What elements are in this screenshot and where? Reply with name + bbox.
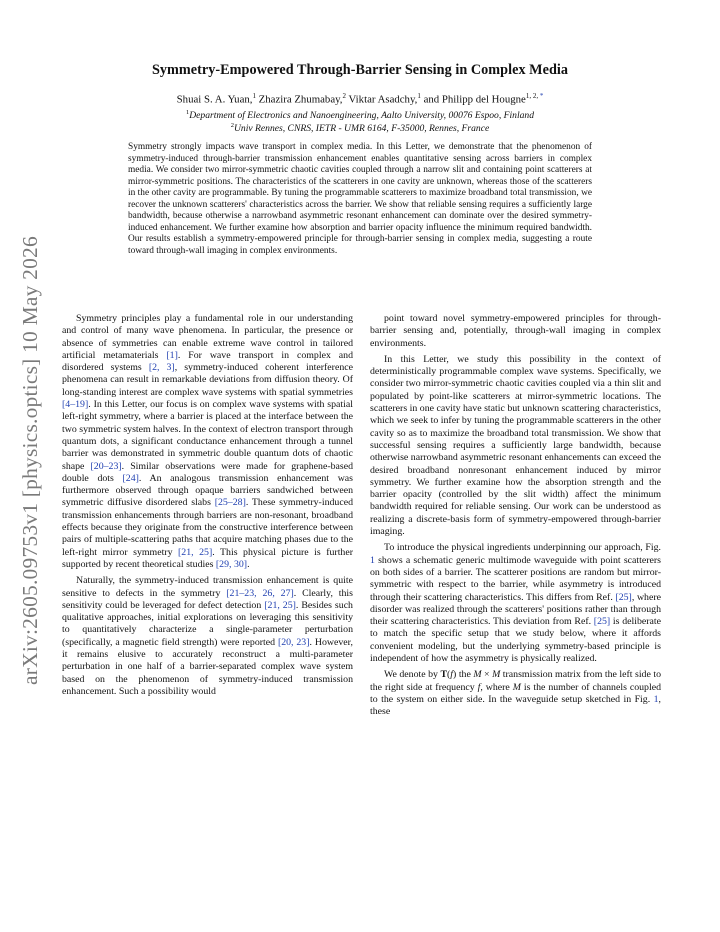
body-paragraph — [370, 354, 661, 538]
affiliation-text: Univ Rennes, CNRS, IETR - UMR 6164, F-35000, Rennes, France — [234, 123, 490, 135]
affiliation-text: Department of Electronics and Nanoengineering, Aalto University, 00076 Espoo, Finland — [189, 110, 535, 122]
body-text: × — [481, 669, 493, 681]
body-text: f — [450, 669, 454, 681]
body-text: , where disorder was realized through the scatterers' positions rather than through their scattering characteristics. This deviation from Ref. — [370, 591, 661, 628]
body-text: . Besides such qualitative approaches, initial explorations on leveraging this sensitivity to quantitatively characterize a single-parameter perturbation (specifically, a magnetic field strength) were reported — [62, 599, 353, 648]
author-affiliation-mark: 1, 2, * — [525, 92, 544, 100]
author-affiliation-mark: 2 — [342, 92, 347, 100]
body-text: . Similar observations were made for graphene-based double dots — [62, 460, 354, 484]
body-text: , where — [480, 681, 513, 693]
body-text: To introduce the physical ingredients underpinning our approach, Fig. — [384, 542, 661, 554]
citation-link[interactable]: [20, 23] — [277, 636, 310, 648]
citation-link[interactable]: 1 — [370, 554, 375, 566]
affiliation-2 — [60, 122, 660, 134]
affiliation-1 — [60, 109, 660, 121]
body-text: M — [492, 669, 501, 681]
body-text: . In this Letter, our focus is on complex wave systems with spatial left-right symmetry, where a barrier is placed at the interface between the two symmetric system halves. In the context of electron transport through quantum dots, a significant conductance enhancement through a tunnel barrier was demonstrated in symmetric double quantum dots of chaotic shape — [62, 399, 353, 472]
corresponding-author-link[interactable]: * — [539, 92, 544, 100]
body-text: We denote by — [384, 669, 441, 681]
body-text: shows a schematic generic multimode waveguide with point scatterers on both sides of a barrier. The scatterer positions are random but mirror-symmetric with respect to the barrier, while asymmetry is introduced through their scattering characteristics. This differs from Ref. — [370, 554, 661, 603]
citation-link[interactable]: [25] — [615, 591, 632, 603]
author-affiliation-mark: 1 — [252, 92, 256, 100]
body-text: . Clearly, this sensitivity could be leveraged for defect detection — [62, 587, 354, 611]
body-text: ( — [447, 669, 451, 681]
citation-link[interactable]: [25] — [593, 616, 611, 628]
body-text: M — [512, 681, 521, 693]
citation-link[interactable]: 1 — [653, 693, 659, 705]
body-text: transmission matrix from the left side to the right side at frequency — [370, 669, 661, 693]
right-column — [370, 313, 661, 719]
body-text: , symmetry-induced coherent interference phenomena can result in remarkable deviations from diffusion theory. Of long-standing interest are complex wave systems with spatial symmetries — [62, 362, 353, 398]
body-text: ) the — [453, 669, 474, 681]
body-text: T — [440, 669, 448, 681]
body-text: . — [247, 558, 250, 570]
author-name: Shuai S. A. Yuan, — [176, 93, 253, 106]
affiliation-mark: 1 — [185, 109, 190, 116]
body-text: is the number of channels coupled to the system on either side. In the waveguide setup sketched in Fig. — [370, 681, 661, 705]
author-name: Viktar Asadchy, — [348, 93, 418, 106]
body-text: . However, it remains elusive to accurately reconstruct a multi-parameter perturbation in one half of a barrier-separated complex wave system based on the phenomenon of symmetry-induced transmission enhancement. Such a possibility would — [62, 636, 353, 697]
citation-link[interactable]: [24] — [122, 472, 139, 484]
body-paragraph — [62, 313, 353, 571]
body-text: . For wave transport in complex and disordered systems — [62, 349, 353, 374]
citation-link[interactable]: [2, 3] — [148, 362, 175, 374]
body-text: . These symmetry-induced transmission enhancements through barriers are non-resonant, broadband effects because they originate from the constructive interference between pairs of multiple-scattering paths that acquire matching phases due to the left-right mirror symmetry — [62, 497, 353, 558]
author-name: and Philipp del Hougne — [423, 93, 526, 106]
citation-link[interactable]: [21, 25] — [178, 546, 213, 558]
citation-link[interactable]: [29, 30] — [215, 558, 248, 570]
arxiv-identifier — [8, 180, 52, 740]
paper-title: Symmetry-Empowered Through-Barrier Sensing in Complex Media — [151, 62, 569, 78]
author-list — [60, 92, 660, 106]
body-text: f — [477, 681, 481, 693]
body-text: , these — [370, 693, 661, 718]
body-text: point toward novel symmetry-empowered principles for through-barrier sensing and, potentially, through-wall imaging in complex environments. — [370, 313, 661, 349]
body-paragraph — [370, 669, 661, 718]
body-text: M — [473, 669, 482, 681]
citation-link[interactable]: [21, 25] — [264, 599, 296, 611]
body-text: . This physical picture is further supported by recent theoretical studies — [62, 546, 354, 570]
body-paragraph — [370, 313, 661, 350]
author-affiliation-mark: 1 — [417, 92, 421, 100]
abstract: Symmetry strongly impacts wave transport in complex media. In this Letter, we demonstrate that the phenomenon of symmetry-induced through-barrier transmission enhancement enables quantitative sensing across barriers in complex media. We consider two mirror-symmetric chaotic cavities coupled through a narrow slit and containing point scatterers at mirror-symmetric positions. The characteristics of the scatterers in one cavity are unknown, whereas those of the scatterers in the other cavity are programmable. By tuning the programmable scatterers to maximize broadband total transmission, we recover the unknown scatterers' characteristics across the barrier. We show that reliable sensing requires a sufficiently large bandwidth, because otherwise a narrowband asymmetric resonant enhancement can dominate over the desired symmetry-induced enhancement. We further examine how absorption and barrier opacity influence the minimum required bandwidth. Our results establish a symmetry-empowered principle for through-barrier sensing in complex media, suggesting a route toward through-wall imaging in complex environments. — [128, 142, 592, 256]
body-paragraph — [62, 575, 353, 698]
affiliation-mark: 2 — [230, 122, 234, 129]
body-paragraph — [370, 542, 661, 665]
left-column — [62, 313, 353, 698]
body-text: is deliberate to match the specific setup that we study below, where it affords convenient modeling, but the underlying symmetry-based principle is independent of how the asymmetry is physically realized. — [370, 616, 661, 665]
arxiv-id-text: arXiv:2605.09753v1 [physics.optics] 10 May 2026 — [17, 235, 42, 685]
citation-link[interactable]: [20–23] — [90, 460, 122, 472]
body-text: Symmetry principles play a fundamental role in our understanding and control of many wave phenomena. In particular, the presence or absence of symmetries can enable extreme wave control in tailored artificial metamaterials — [62, 313, 353, 361]
citation-link[interactable]: [21–23, 26, 27] — [226, 587, 294, 599]
citation-link[interactable]: [25–28] — [214, 497, 246, 509]
citation-link[interactable]: [1] — [166, 349, 178, 361]
body-text: In this Letter, we study this possibility in the context of deterministically programmable complex wave systems. Specifically, we consider two mirror-symmetric chaotic cavities coupled via a thin slit and populated by point-like scatterers at mirror-symmetric locations. The scatterers in one cavity have static but unknown scattering characteristics, which we seek to infer by tuning the programmable scatterers in the other cavity so as to maximize the broadband total transmission. We show that successful sensing requires a sufficiently large bandwidth, because otherwise narrowband asymmetric resonant enhancements can exceed the desired broadband nonresonant enhancement induced by mirror symmetry. We further examine how the absorption strength and the barrier opacity (controlled by the slit width) affect the minimum bandwidth required for reliable sensing. Our work can be understood as realizing a discrete-basis form of symmetry-empowered through-barrier imaging. — [370, 353, 661, 538]
author-name: Zhazira Zhumabay, — [258, 93, 343, 106]
body-text: Naturally, the symmetry-induced transmission enhancement is quite sensitive to defects in the symmetry — [62, 575, 353, 599]
citation-link[interactable]: [4–19] — [62, 399, 89, 411]
body-text: . An analogous transmission enhancement was furthermore observed through opaque barriers sandwiched between symmetric diffusive disordered slabs — [62, 472, 353, 509]
